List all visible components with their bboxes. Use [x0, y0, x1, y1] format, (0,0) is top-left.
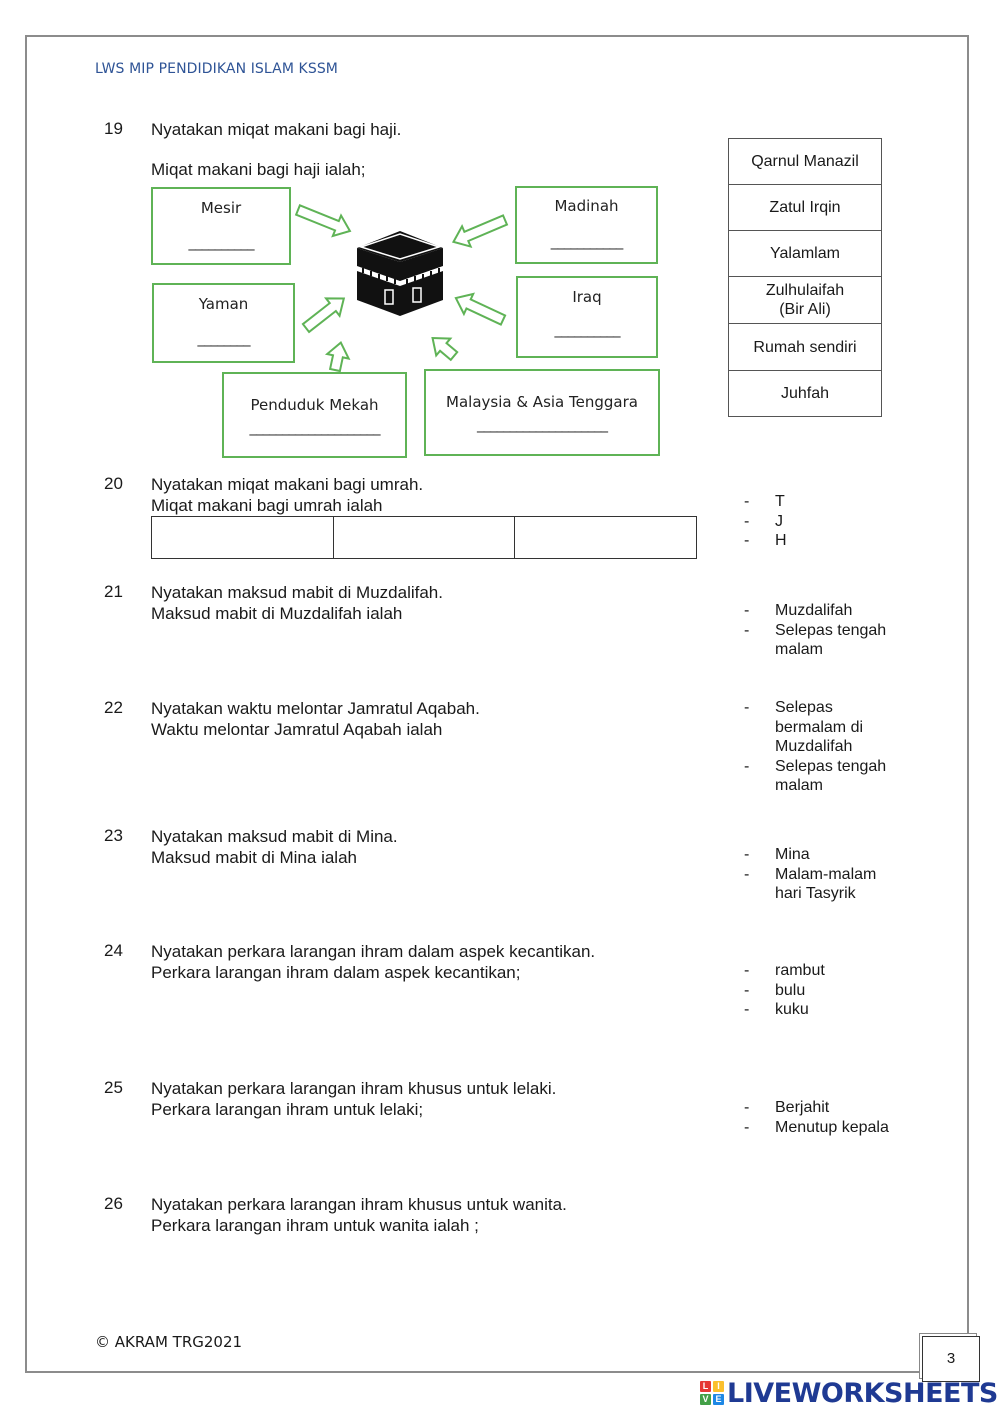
q24-lead: Perkara larangan ihram dalam aspek kecantikan; [151, 963, 521, 982]
q22-lead: Waktu melontar Jamratul Aqabah ialah [151, 720, 443, 739]
q20-answer-cell[interactable] [152, 517, 334, 559]
page-header: LWS MIP PENDIDIKAN ISLAM KSSM [95, 61, 338, 77]
q26-question: Nyatakan perkara larangan ihram khusus untuk wanita. [151, 1195, 567, 1214]
madinah-label: Madinah [554, 197, 619, 215]
q22-hints [744, 698, 886, 796]
brand-name: LIVEWORKSHEETS [727, 1377, 998, 1409]
arrow-from-mesir-icon [294, 200, 354, 241]
q23-hints [744, 845, 876, 904]
hint-item: - bulu [744, 981, 806, 999]
hint-item: - Selepas [744, 699, 833, 716]
hint-item-continued: bermalam di [775, 718, 864, 736]
hint-item-continued: malam [775, 777, 824, 794]
hint-item: - Selepas tengah [744, 621, 887, 639]
q23-number: 23 [104, 826, 123, 845]
q21-question: Nyatakan maksud mabit di Muzdalifah. [151, 583, 443, 602]
q20-hints [744, 492, 787, 551]
mekah-answer-blank[interactable]: ____________________ [249, 418, 380, 436]
q22-number: 22 [104, 698, 123, 717]
q25-question: Nyatakan perkara larangan ihram khusus untuk lelaki. [151, 1079, 557, 1098]
hint-item-continued: Muzdalifah [775, 738, 853, 755]
arrow-from-iraq-icon [451, 288, 507, 330]
q19-options-table [728, 138, 882, 417]
option-yalamlam: Yalamlam [729, 231, 882, 277]
option-zulhulaifah [729, 277, 882, 324]
q21-hints [744, 601, 886, 660]
option-rumah-sendiri: Rumah sendiri [729, 324, 882, 371]
q24-hints [744, 961, 825, 1020]
arrow-from-malaysia-icon [425, 330, 461, 365]
hint-item: - J [744, 512, 783, 530]
q20-lead: Miqat makani bagi umrah ialah [151, 496, 383, 515]
q19-question: Nyatakan miqat makani bagi haji. [151, 120, 402, 139]
hint-item: - Muzdalifah [744, 602, 853, 619]
q22-question: Nyatakan waktu melontar Jamratul Aqabah. [151, 699, 480, 718]
footer-copyright: © AKRAM TRG2021 [95, 1333, 243, 1351]
q20-answer-cell[interactable] [515, 517, 697, 559]
arrow-from-madinah-icon [449, 210, 509, 252]
arrow-from-mekah-icon [324, 340, 351, 372]
option-zulhulaifah-line1: Zulhulaifah [765, 282, 845, 299]
q20-question: Nyatakan miqat makani bagi umrah. [151, 475, 424, 494]
hint-item: - rambut [744, 962, 825, 979]
q23-lead: Maksud mabit di Mina ialah [151, 848, 357, 867]
q21-number: 21 [104, 582, 123, 601]
hint-item: - Malam-malam [744, 865, 877, 883]
hint-item-continued: malam [775, 641, 824, 658]
iraq-label: Iraq [572, 288, 602, 306]
q25-lead: Perkara larangan ihram untuk lelaki; [151, 1100, 424, 1119]
iraq-answer-blank[interactable]: __________ [554, 320, 620, 338]
madinah-answer-blank[interactable]: ___________ [550, 232, 623, 250]
q25-hints [744, 1098, 889, 1137]
hint-item: - H [744, 532, 787, 549]
q20-number: 20 [104, 474, 123, 493]
q21-lead: Maksud mabit di Muzdalifah ialah [151, 604, 403, 623]
q25-number: 25 [104, 1078, 123, 1097]
q24-question: Nyatakan perkara larangan ihram dalam aspek kecantikan. [151, 942, 596, 961]
page-number: 3 [922, 1336, 980, 1382]
q19-number: 19 [104, 119, 123, 138]
yaman-answer-blank[interactable]: ________ [197, 329, 250, 347]
q26-lead: Perkara larangan ihram untuk wanita ialah ; [151, 1216, 479, 1235]
hint-item: - Selepas tengah [744, 757, 887, 775]
arrow-from-yaman-icon [299, 290, 350, 337]
brand-letter-grid: L I V E [700, 1381, 724, 1405]
q20-answer-table [151, 516, 697, 559]
liveworksheets-logo [700, 1378, 998, 1408]
q24-number: 24 [104, 941, 123, 960]
q23-question: Nyatakan maksud mabit di Mina. [151, 827, 398, 846]
q19-lead: Miqat makani bagi haji ialah; [151, 160, 366, 179]
malaysia-label: Malaysia & Asia Tenggara [446, 393, 638, 411]
hint-item: - Mina [744, 846, 810, 863]
hint-item: - Menutup kepala [744, 1118, 889, 1136]
hint-item: - T [744, 493, 785, 510]
mesir-label: Mesir [200, 199, 242, 217]
option-qarnul-manazil: Qarnul Manazil [729, 139, 882, 185]
mekah-label: Penduduk Mekah [250, 396, 379, 414]
q26-number: 26 [104, 1194, 123, 1213]
hint-item: - kuku [744, 1001, 809, 1018]
option-juhfah: Juhfah [729, 371, 882, 417]
hint-item: - Berjahit [744, 1099, 830, 1116]
q20-answer-cell[interactable] [333, 517, 515, 559]
hint-item-continued: hari Tasyrik [775, 885, 856, 902]
yaman-label: Yaman [198, 295, 249, 313]
option-zatul-irqin: Zatul Irqin [729, 185, 882, 231]
option-zulhulaifah-line2: (Bir Ali) [779, 301, 831, 318]
malaysia-answer-blank[interactable]: ____________________ [477, 415, 607, 433]
mesir-answer-blank[interactable]: __________ [188, 233, 254, 251]
